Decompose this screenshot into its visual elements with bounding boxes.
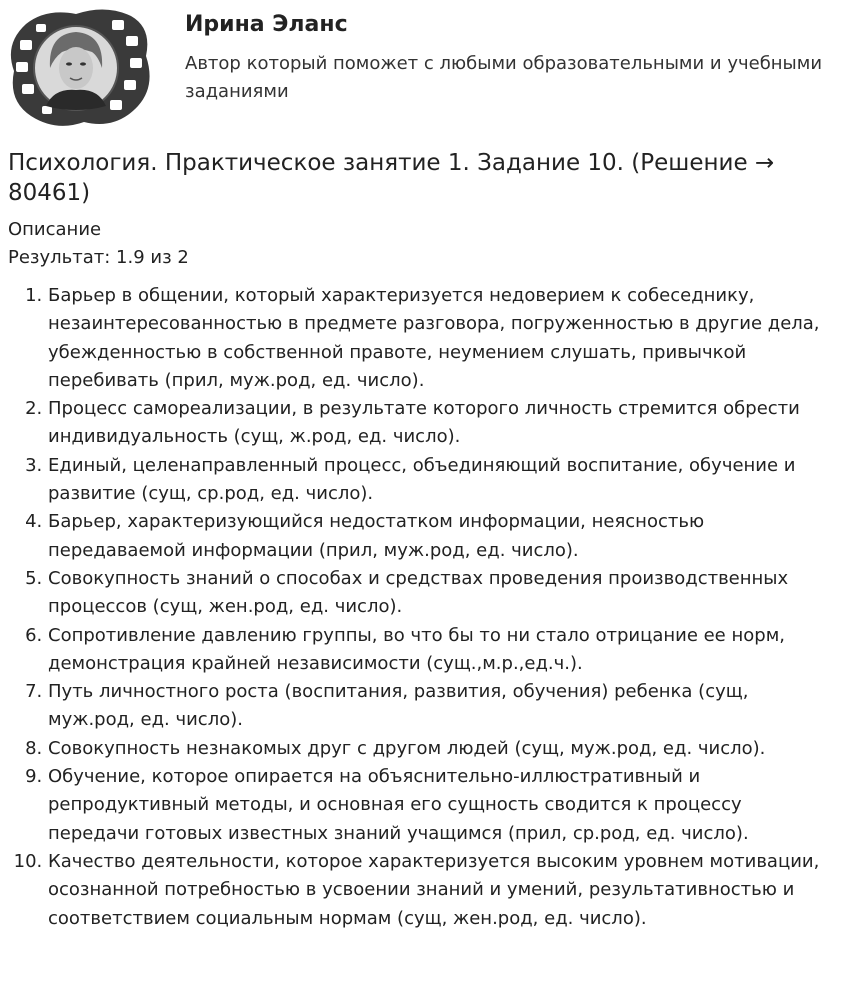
task-list <box>0 282 838 933</box>
list-item: 6. Сопротивление давлению группы, во что бы то ни стало отрицание ее норм, демонстрация крайней независимости (сущ.,м.р.,ед.ч.). <box>48 622 838 679</box>
meta-block <box>8 216 189 272</box>
description-label: Описание <box>8 219 102 240</box>
list-item: 5. Совокупность знаний о способах и средствах проведения производственных процессов (сущ, жен.род, ед. число). <box>48 565 838 622</box>
list-item: 10. Качество деятельности, которое характеризуется высоким уровнем мотивации, осознанной потребностью в усвоении знаний и умений, результативностью и соответствием социальным нормам (сущ, жен.род, ед. число). <box>48 848 838 933</box>
list-item: 4. Барьер, характеризующийся недостатком информации, неясностью передаваемой информации (прил, муж.род, ед. число). <box>48 508 838 565</box>
result-text: Результат: 1.9 из 2 <box>8 247 189 268</box>
author-avatar[interactable] <box>6 6 152 128</box>
author-name[interactable]: Ирина Эланс <box>185 12 348 37</box>
author-block <box>0 0 847 140</box>
list-item: 3. Единый, целенаправленный процесс, объединяющий воспитание, обучение и развитие (сущ, ср.род, ед. число). <box>48 452 838 509</box>
list-item: 2. Процесс самореализации, в результате которого личность стремится обрести индивидуальность (сущ, ж.род, ед. число). <box>48 395 838 452</box>
list-item: 1. Барьер в общении, который характеризуется недоверием к собеседнику, незаинтересованностью в предмете разговора, погруженностью в другие дела, убежденностью в собственной правоте, неумением слушать, привычкой перебивать (прил, муж.род, ед. число). <box>48 282 838 395</box>
list-item: 7. Путь личностного роста (воспитания, развития, обучения) ребенка (сущ, муж.род, ед. число). <box>48 678 838 735</box>
author-description: Автор который поможет с любыми образовательными и учебными заданиями <box>185 53 823 102</box>
list-item: 8. Совокупность незнакомых друг с другом людей (сущ, муж.род, ед. число). <box>48 735 838 763</box>
page-title: Психология. Практическое занятие 1. Задание 10. (Решение → 80461) <box>8 150 775 206</box>
list-item: 9. Обучение, которое опирается на объяснительно-иллюстративный и репродуктивный методы, и основная его сущность сводится к процессу передачи готовых известных знаний учащимся (прил, ср.род, ед. число). <box>48 763 838 848</box>
